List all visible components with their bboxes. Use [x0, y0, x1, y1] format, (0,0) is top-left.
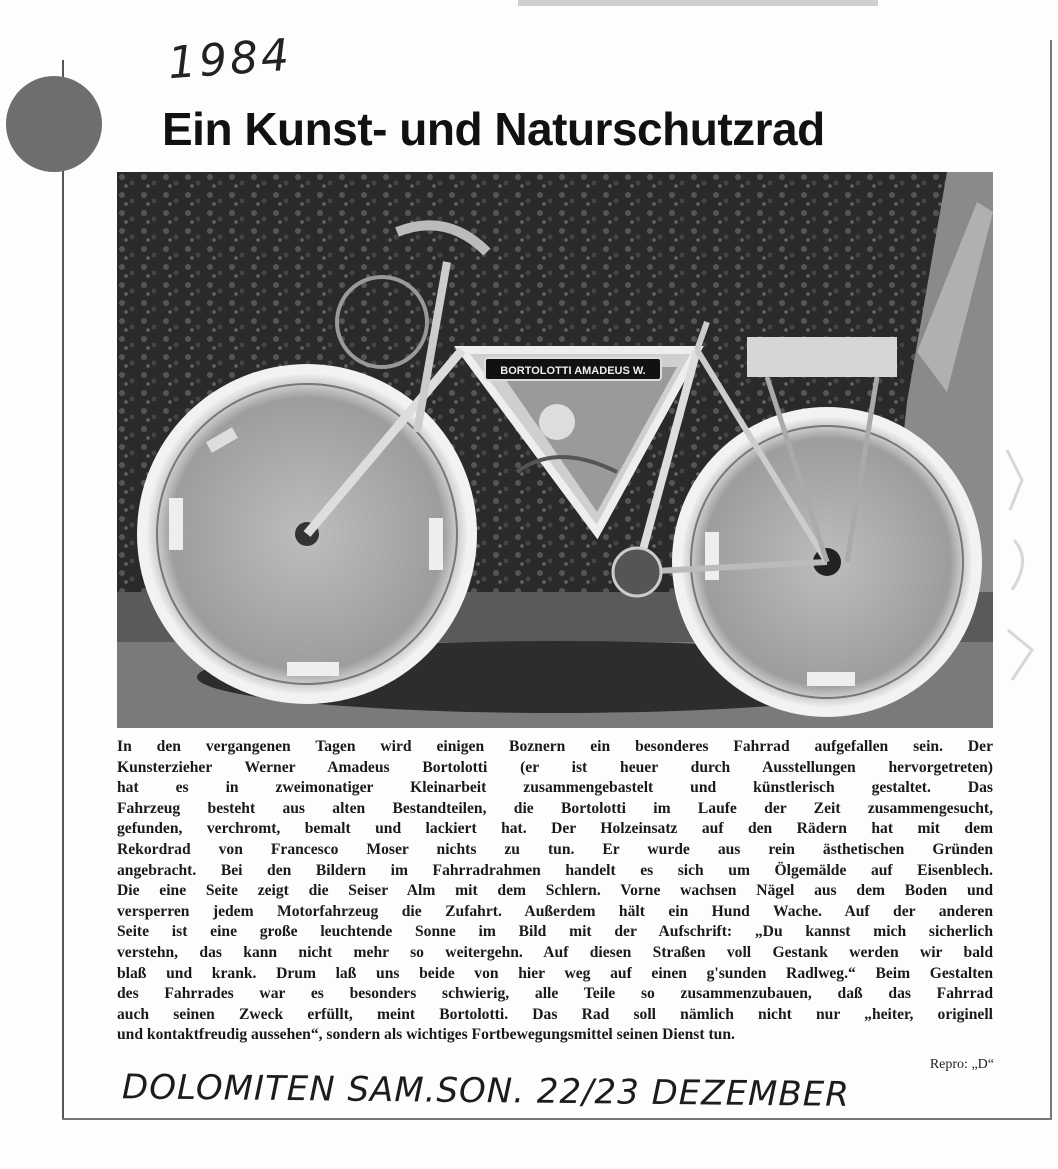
article-line: blaß und krank. Drum laß uns beide von hier weg auf einen g'sunden Radlweg.“ Beim Gestalten	[117, 964, 993, 982]
article-line: verstehn, das kann nicht mehr so weitergehn. Auf diesen Straßen voll Gestank werden wir bald	[117, 943, 993, 961]
clipping-bottom-edge	[62, 1118, 1052, 1120]
scan-edge-bar	[518, 0, 878, 6]
article-body	[117, 737, 993, 1046]
article-line: In den vergangenen Tagen wird einigen Boznern ein besonderes Fahrrad aufgefallen sein. Der	[117, 738, 993, 755]
clipping-right-edge	[1050, 40, 1052, 1120]
punch-hole	[6, 76, 102, 172]
article-line: Rekordrad von Francesco Moser nichts zu tun. Er wurde aus rein ästhetischen Gründen	[117, 840, 993, 858]
article-line: gefunden, verchromt, bemalt und lackiert hat. Der Holzeinsatz auf den Rädern hat mit dem	[117, 820, 993, 838]
handwritten-year: 1984	[166, 29, 294, 90]
article-line: angebracht. Bei den Bildern im Fahrradrahmen handelt es sich um Ölgemälde auf Eisenblech.	[117, 861, 993, 879]
article-line: Seite ist eine große leuchtende Sonne im Bild mit der Aufschrift: „Du kannst mich sicherlich	[117, 923, 993, 941]
bleed-through-marks	[1002, 440, 1042, 700]
article-line: hat es in zweimonatiger Kleinarbeit zusammengebastelt und künstlerisch gestaltet. Das	[117, 779, 993, 797]
article-headline: Ein Kunst- und Naturschutzrad	[162, 103, 825, 155]
article-line: Fahrzeug besteht aus alten Bestandteilen, die Bortolotti im Laufe der Zeit zusammengesucht,	[117, 799, 993, 817]
frame-name-plate: BORTOLOTTI AMADEUS W.	[500, 365, 646, 377]
article-line: und kontaktfreudig aussehen“, sondern als wichtiges Fortbewegungsmittel seinen Dienst tun.	[117, 1026, 735, 1044]
clipping-left-edge	[62, 60, 64, 1120]
article-line: auch seinen Zweck erfüllt, meint Bortolotti. Das Rad soll nämlich nicht nur „heiter, originell	[117, 1005, 993, 1023]
photo-credit: Repro: „D“	[929, 1057, 994, 1072]
article-line: Die eine Seite zeigt die Seiser Alm mit dem Schlern. Vorne wachsen Nägel aus dem Boden und	[117, 882, 993, 900]
article-line: versperren jedem Motorfahrzeug die Zufahrt. Außerdem hält ein Hund Wache. Auf der anderen	[117, 902, 993, 920]
article-line: des Fahrrades war es besonders schwierig, alle Teile so zusammenzubauen, daß das Fahrrad	[117, 985, 993, 1003]
article-line: Kunsterzieher Werner Amadeus Bortolotti (er ist heuer durch Ausstellungen hervorgetreten)	[117, 758, 993, 776]
bicycle-photo	[117, 172, 993, 728]
handwritten-source-note: DOLOMITEN SAM.SON. 22/23 DEZEMBER	[121, 1067, 851, 1115]
